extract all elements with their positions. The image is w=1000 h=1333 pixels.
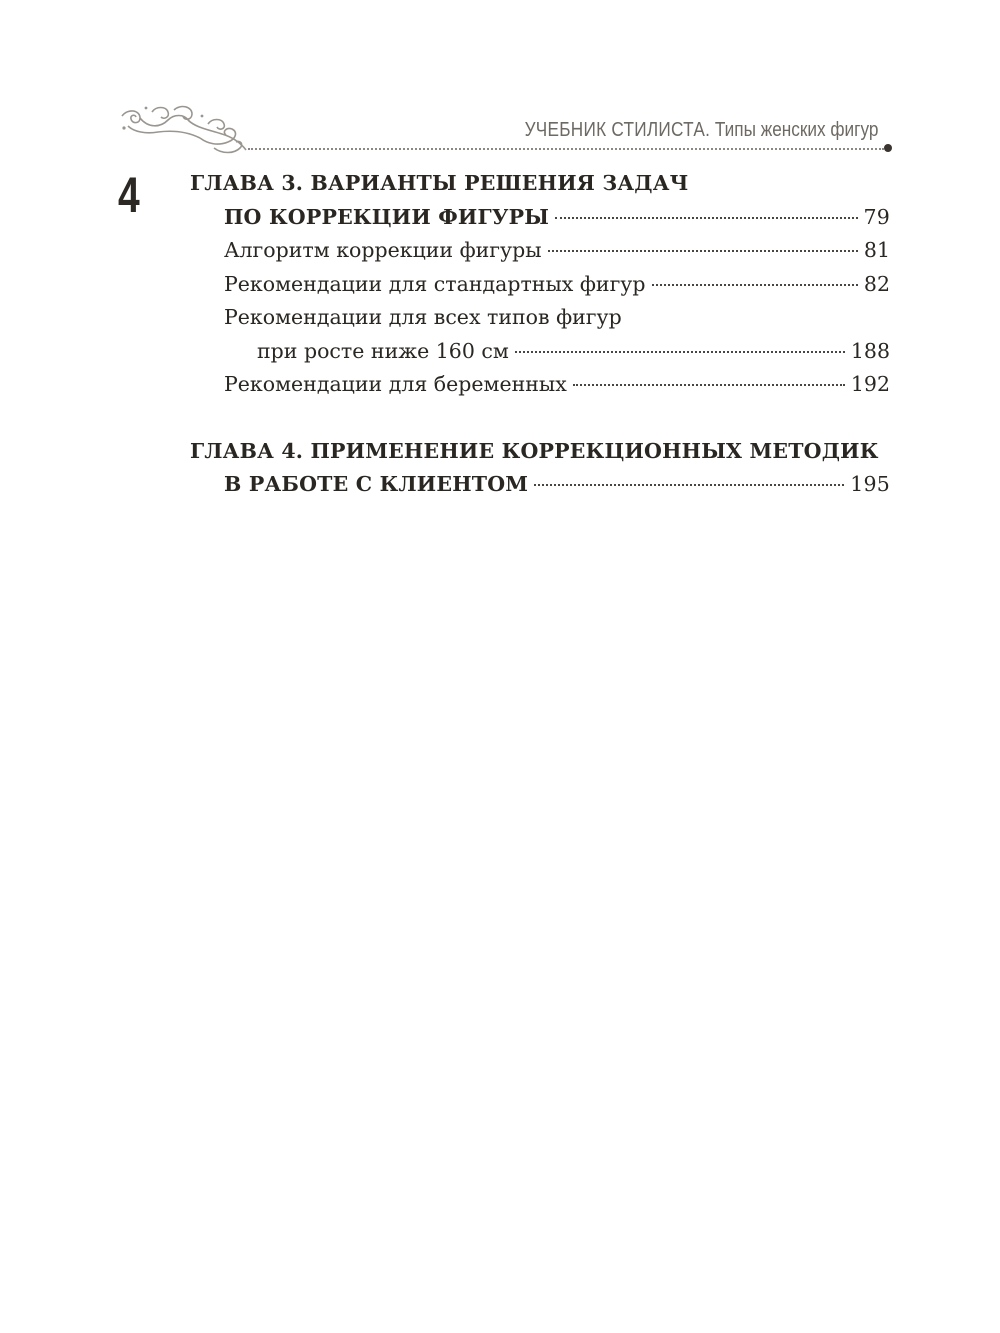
toc-entry-label: В РАБОТЕ С КЛИЕНТОМ [224, 472, 529, 496]
book-subtitle: Типы женских фигур [714, 119, 878, 141]
dot-leader [515, 351, 845, 353]
toc-page-ref: 81 [863, 238, 890, 262]
dot-leader [573, 384, 845, 386]
running-header [118, 100, 892, 158]
toc-entry[interactable] [190, 368, 890, 402]
page-number: 4 [118, 167, 140, 223]
header-dotted-rule [248, 148, 884, 150]
toc-chapter-4-title: ГЛАВА 4. ПРИМЕНЕНИЕ КОРРЕКЦИОННЫХ МЕТОДИК [190, 438, 879, 463]
toc-entry-label: Рекомендации для всех типов фигур [224, 305, 622, 329]
toc-chapter-3-entry[interactable] [190, 201, 890, 235]
flourish-ornament-icon [118, 102, 253, 158]
book-title: УЧЕБНИК СТИЛИСТА. [524, 119, 710, 141]
toc-page-ref: 195 [850, 472, 890, 496]
toc-entry[interactable] [190, 268, 890, 302]
toc-entry[interactable] [190, 234, 890, 268]
dot-leader [555, 217, 857, 219]
header-end-dot [884, 144, 892, 152]
dot-leader [534, 484, 844, 486]
toc-page-ref: 79 [863, 204, 890, 229]
toc-chapter-4-entry[interactable] [190, 468, 890, 502]
dot-leader [548, 250, 858, 252]
toc-page-ref: 188 [850, 338, 890, 363]
toc-chapter-3-title: ГЛАВА 3. ВАРИАНТЫ РЕШЕНИЯ ЗАДАЧ [190, 171, 689, 195]
running-head-title [524, 119, 878, 142]
toc-entry-continuation[interactable] [190, 335, 890, 369]
toc-page-ref: 82 [863, 271, 890, 296]
table-of-contents [190, 167, 890, 502]
toc-entry-label: Рекомендации для беременных [224, 372, 567, 396]
toc-entry-label: Алгоритм коррекции фигуры [224, 238, 542, 262]
toc-entry-label: при росте ниже 160 см [257, 338, 509, 363]
dot-leader [652, 284, 858, 286]
toc-entry-label: ПО КОРРЕКЦИИ ФИГУРЫ [224, 204, 550, 229]
toc-entry-first-line[interactable] [190, 301, 890, 335]
toc-page-ref: 192 [850, 372, 890, 396]
toc-entry-label: Рекомендации для стандартных фигур [224, 271, 646, 296]
